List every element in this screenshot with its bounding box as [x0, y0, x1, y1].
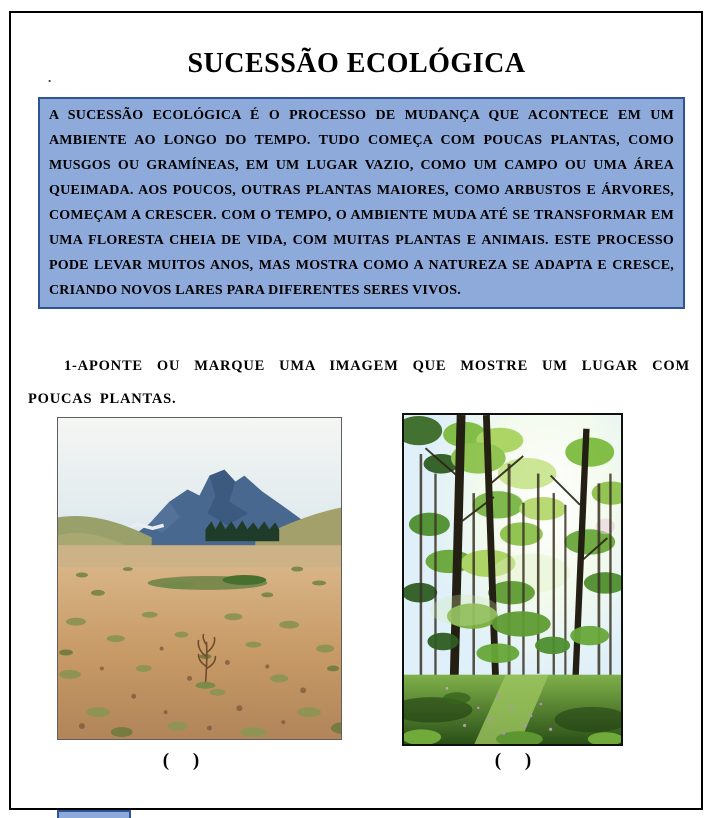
intro-text-box: [38, 97, 685, 309]
answer-parentheses-forest[interactable]: ( ): [494, 750, 532, 771]
option-image-barren[interactable]: [57, 417, 342, 740]
page-title: SUCESSÃO ECOLÓGICA: [187, 48, 526, 79]
next-section-box-peek: [57, 810, 131, 818]
question-text: 1-APONTE OU MARQUE UMA IMAGEM QUE MOSTRE UM LUGAR COM POUCAS PLANTAS.: [28, 358, 690, 407]
stray-mark: .: [48, 70, 52, 85]
option-image-forest[interactable]: [402, 413, 623, 746]
intro-paragraph: A SUCESSÃO ECOLÓGICA É O PROCESSO DE MUDANÇA QUE ACONTECE EM UM AMBIENTE AO LONGO DO TEMPO. TUDO COMEÇA COM POUCAS PLANTAS, COMO MUSGOS OU GRAMÍNEAS, EM UM LUGAR VAZIO, COMO UM CAMPO OU UMA ÁREA QUEIMADA. AOS POUCOS, OUTRAS PLANTAS MAIORES, COMO ARBUSTOS E ÁRVORES, COMEÇAM A CRESCER. COM O TEMPO, O AMBIENTE MUDA ATÉ SE TRANSFORMAR EM UMA FLORESTA CHEIA DE VIDA, COM MUITAS PLANTAS E ANIMAIS. ESTE PROCESSO PODE LEVAR MUITOS ANOS, MAS MOSTRA COMO A NATUREZA SE ADAPTA E CRESCE, CRIANDO NOVOS LARES PARA DIFERENTES SERES VIVOS.: [49, 108, 674, 298]
answer-parentheses-barren[interactable]: ( ): [162, 750, 200, 771]
forest-illustration: [404, 415, 621, 744]
barren-landscape-illustration: [58, 418, 341, 739]
